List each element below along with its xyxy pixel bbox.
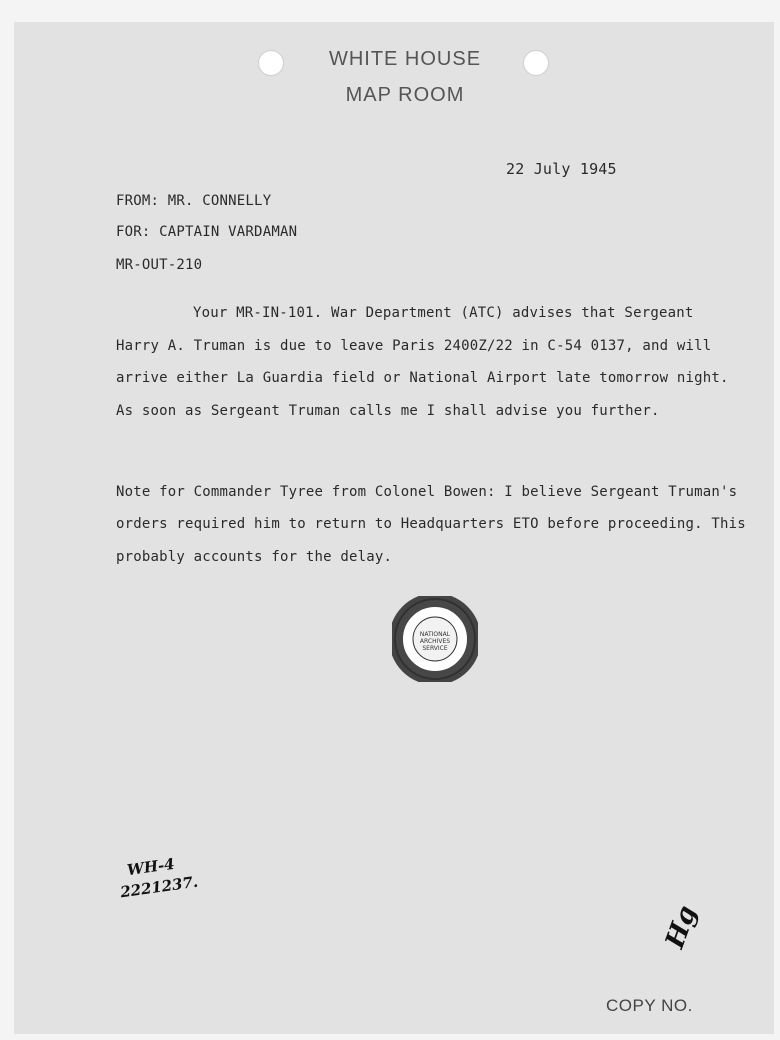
letterhead-line2: MAP ROOM — [345, 84, 465, 106]
note-line-1: Note for Commander Tyree from Colonel Bowen: I believe Sergeant Truman's — [116, 484, 738, 500]
note-line-3: probably accounts for the delay. — [116, 549, 393, 565]
date: 22 July 1945 — [506, 160, 617, 178]
svg-text:NATIONAL: NATIONAL — [419, 631, 451, 638]
note-line-2: orders required him to return to Headquarters ETO before proceeding. This — [116, 516, 746, 532]
body-line-2: Harry A. Truman is due to leave Paris 2400Z/22 in C-54 0137, and will — [116, 338, 712, 354]
body-line-3: arrive either La Guardia field or National Airport late tomorrow night. — [116, 370, 729, 386]
body-line-4: As soon as Sergeant Truman calls me I shall advise you further. — [116, 403, 660, 419]
svg-text:SERVICE: SERVICE — [422, 645, 448, 652]
for-line: FOR: CAPTAIN VARDAMAN — [116, 224, 298, 240]
message-reference: MR-OUT-210 — [116, 257, 203, 273]
handwritten-number: 2221237. — [119, 872, 200, 902]
body-line-1: Your MR-IN-101. War Department (ATC) advises that Sergeant — [193, 305, 694, 321]
copy-number-label: COPY NO. — [606, 996, 693, 1015]
from-line: FROM: MR. CONNELLY — [116, 193, 272, 209]
library-stamp — [392, 596, 478, 682]
letterhead-line1: WHITE HOUSE — [328, 48, 482, 70]
handwritten-initials: Hg — [659, 901, 703, 953]
svg-text:ARCHIVES: ARCHIVES — [419, 638, 451, 645]
handwritten-file-code: WH-4 — [125, 854, 176, 880]
